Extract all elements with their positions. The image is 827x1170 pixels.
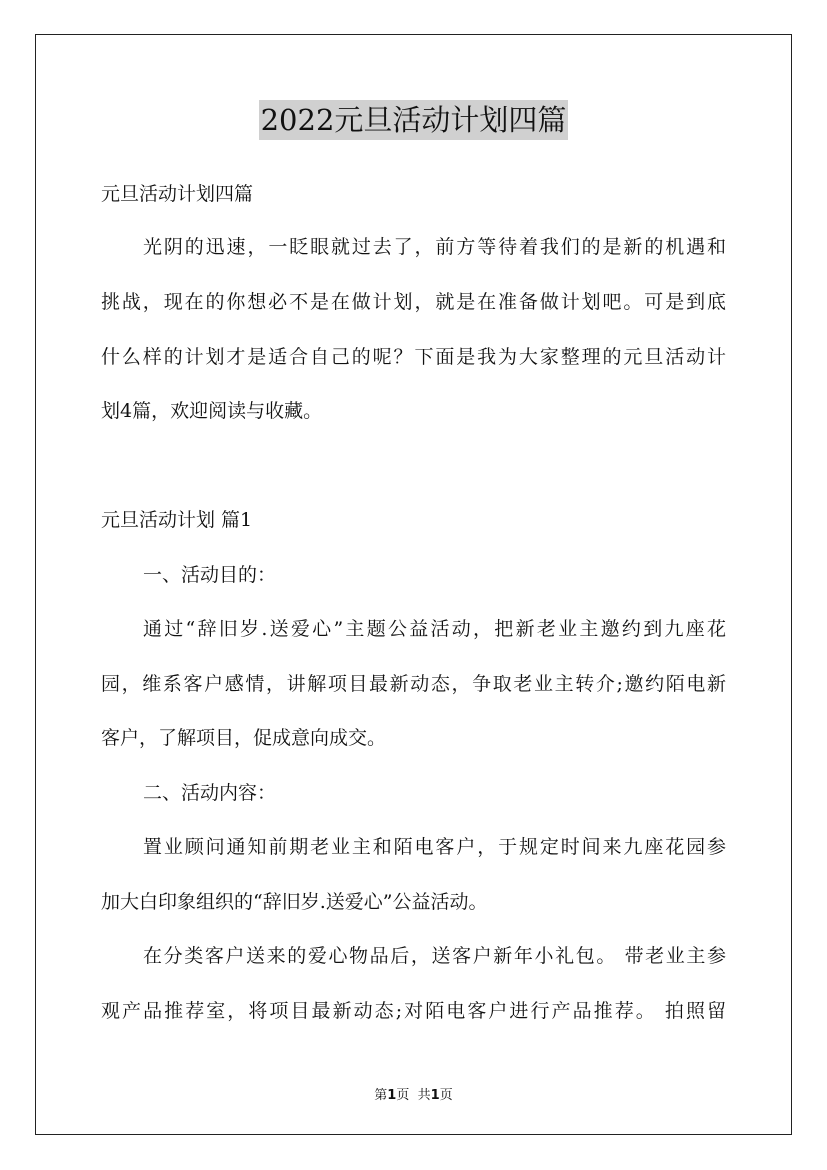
content-line-2: 加大白印象组织的“辞旧岁.送爱心”公益活动。	[101, 891, 488, 913]
content-heading: 二、活动内容：	[143, 782, 277, 804]
purpose-heading: 一、活动目的：	[143, 564, 277, 586]
total-number: 1	[430, 1088, 440, 1103]
intro-line-3: 什么样的计划才是适合自己的呢？下面是我为大家整理的元旦活动计	[101, 346, 726, 368]
page-footer	[0, 1084, 827, 1103]
page-suffix: 页	[396, 1088, 410, 1103]
section1-heading: 元旦活动计划 篇1	[101, 509, 253, 531]
content-line-3: 在分类客户送来的爱心物品后，送客户新年小礼包。 带老业主参	[143, 945, 726, 967]
purpose-line-1: 通过“辞旧岁.送爱心”主题公益活动，把新老业主邀约到九座花	[143, 618, 726, 640]
content-line-1: 置业顾问通知前期老业主和陌电客户，于规定时间来九座花园参	[143, 836, 726, 858]
total-prefix: 共	[417, 1088, 431, 1103]
intro-line-1: 光阴的迅速，一眨眼就过去了，前方等待着我们的是新的机遇和	[143, 236, 726, 258]
intro-line-2: 挑战，现在的你想必不是在做计划，就是在准备做计划吧。可是到底	[101, 291, 726, 313]
page-prefix: 第	[374, 1088, 388, 1103]
purpose-line-3: 客户，了解项目，促成意向成交。	[101, 727, 387, 749]
content-line-4: 观产品推荐室，将项目最新动态;对陌电客户进行产品推荐。 拍照留	[101, 1000, 726, 1022]
page-number: 1	[387, 1088, 397, 1103]
title-container	[0, 100, 827, 140]
subtitle: 元旦活动计划四篇	[101, 183, 254, 205]
total-suffix: 页	[439, 1088, 453, 1103]
intro-line-4: 划4篇，欢迎阅读与收藏。	[101, 400, 323, 422]
purpose-line-2: 园，维系客户感情，讲解项目最新动态，争取老业主转介;邀约陌电新	[101, 673, 726, 695]
document-title: 2022元旦活动计划四篇	[259, 100, 569, 140]
